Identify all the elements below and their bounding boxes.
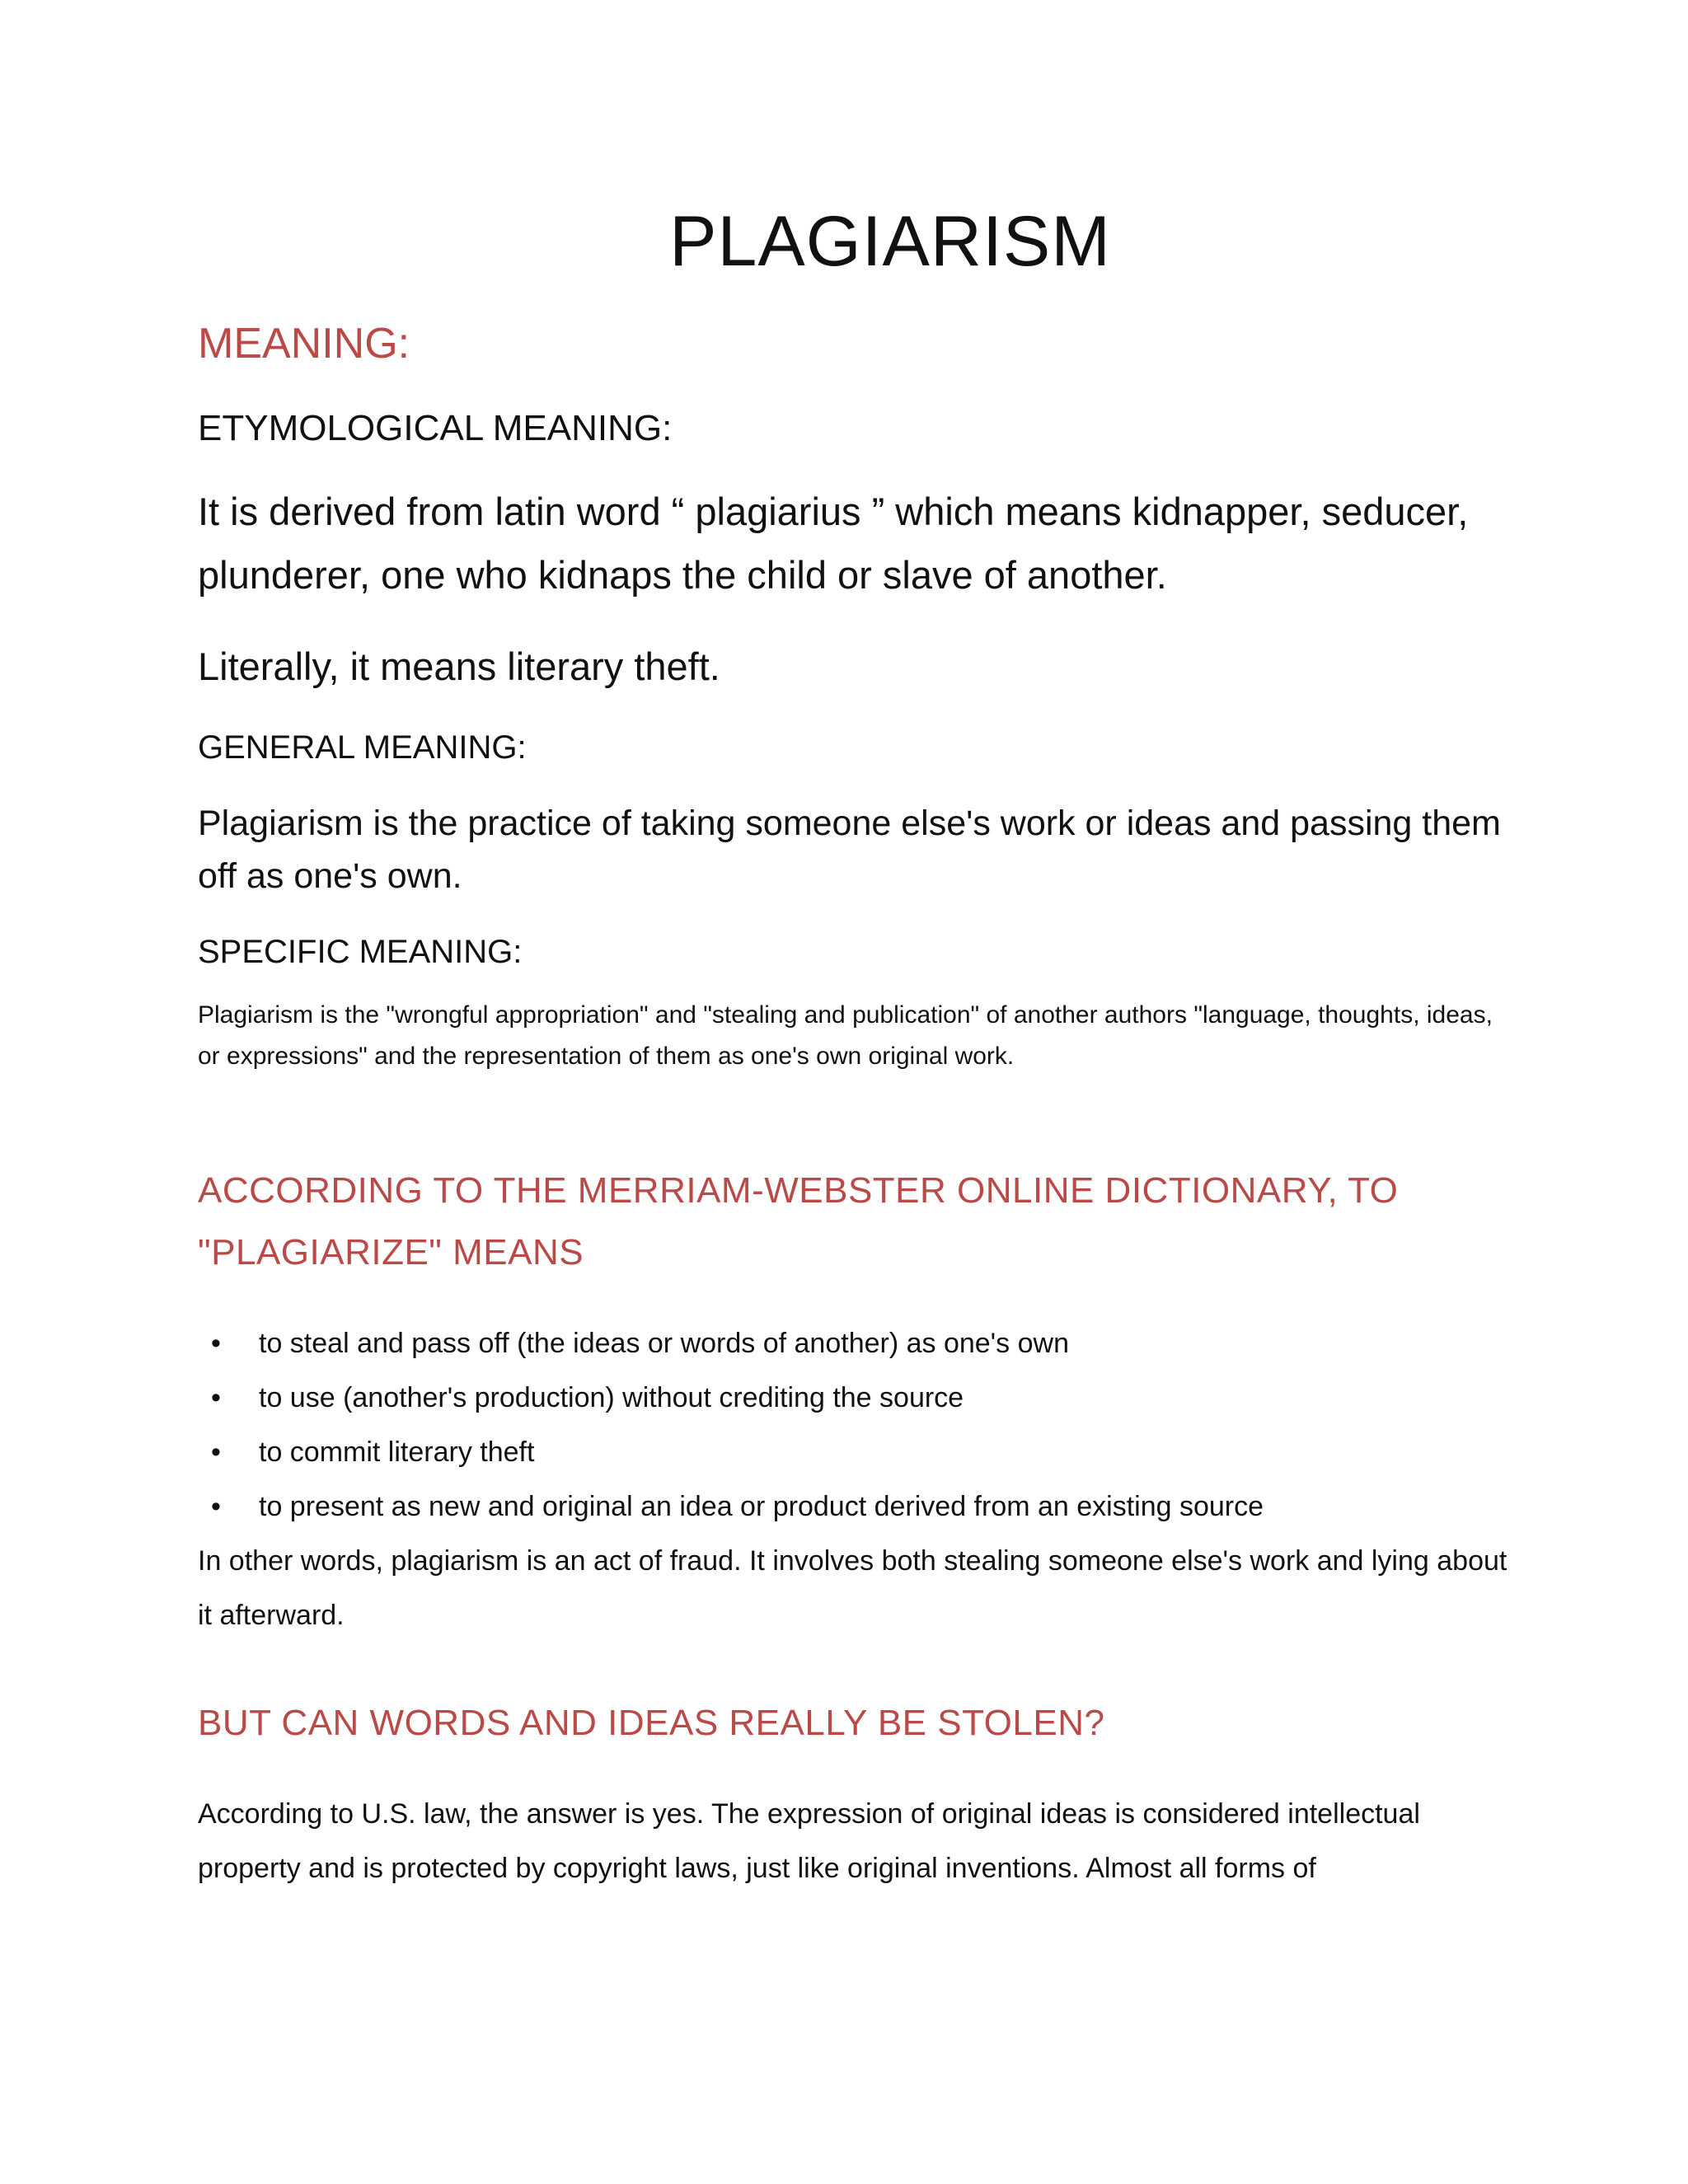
bullet-icon: • bbox=[211, 1491, 221, 1523]
stolen-question-heading: BUT CAN WORDS AND IDEAS REALLY BE STOLEN? bbox=[198, 1703, 1105, 1744]
list-item bbox=[198, 1371, 1517, 1425]
bullet-icon: • bbox=[211, 1382, 221, 1414]
list-item-text: to steal and pass off (the ideas or words of another) as one's own bbox=[259, 1328, 1069, 1360]
list-item-text: to use (another's production) without crediting the source bbox=[259, 1382, 964, 1414]
definition-list bbox=[198, 1316, 1517, 1534]
fraud-summary-text: In other words, plagiarism is an act of fraud. It involves both stealing someone else's work and lying about it afterward. bbox=[198, 1545, 1507, 1632]
list-item bbox=[198, 1425, 1517, 1479]
document-body bbox=[198, 198, 1517, 1896]
bullet-icon: • bbox=[211, 1436, 221, 1469]
list-item-text: to present as new and original an idea or product derived from an existing source bbox=[259, 1491, 1264, 1523]
meaning-heading: MEANING: bbox=[198, 319, 410, 368]
list-item bbox=[198, 1479, 1517, 1534]
general-meaning-text: Plagiarism is the practice of taking someone else's work or ideas and passing them off as one's own. bbox=[198, 804, 1501, 897]
specific-meaning-heading: SPECIFIC MEANING: bbox=[198, 934, 523, 971]
copyright-law-text: According to U.S. law, the answer is yes. The expression of original ideas is considered intellectual property and is protected by copyright laws, just like original inventions. Almost all forms of bbox=[198, 1798, 1420, 1885]
general-meaning-heading: GENERAL MEANING: bbox=[198, 729, 527, 766]
merriam-webster-heading: ACCORDING TO THE MERRIAM-WEBSTER ONLINE DICTIONARY, TO "PLAGIARIZE" MEANS bbox=[198, 1170, 1399, 1273]
specific-meaning-text: Plagiarism is the "wrongful appropriation" and "stealing and publication" of another authors "language, thoughts, ideas, or expressions" and the representation of them as one's own original work. bbox=[198, 1001, 1493, 1071]
list-item bbox=[198, 1316, 1517, 1371]
bullet-icon: • bbox=[211, 1328, 221, 1360]
etymological-meaning-heading: ETYMOLOGICAL MEANING: bbox=[198, 408, 673, 449]
etymological-meaning-text: It is derived from latin word “ plagiarius ” which means kidnapper, seducer, plunderer, one who kidnaps the child or slave of another. bbox=[198, 490, 1469, 598]
list-item-text: to commit literary theft bbox=[259, 1436, 535, 1469]
literal-meaning-text: Literally, it means literary theft. bbox=[198, 644, 720, 689]
page-title: PLAGIARISM bbox=[669, 202, 1111, 281]
